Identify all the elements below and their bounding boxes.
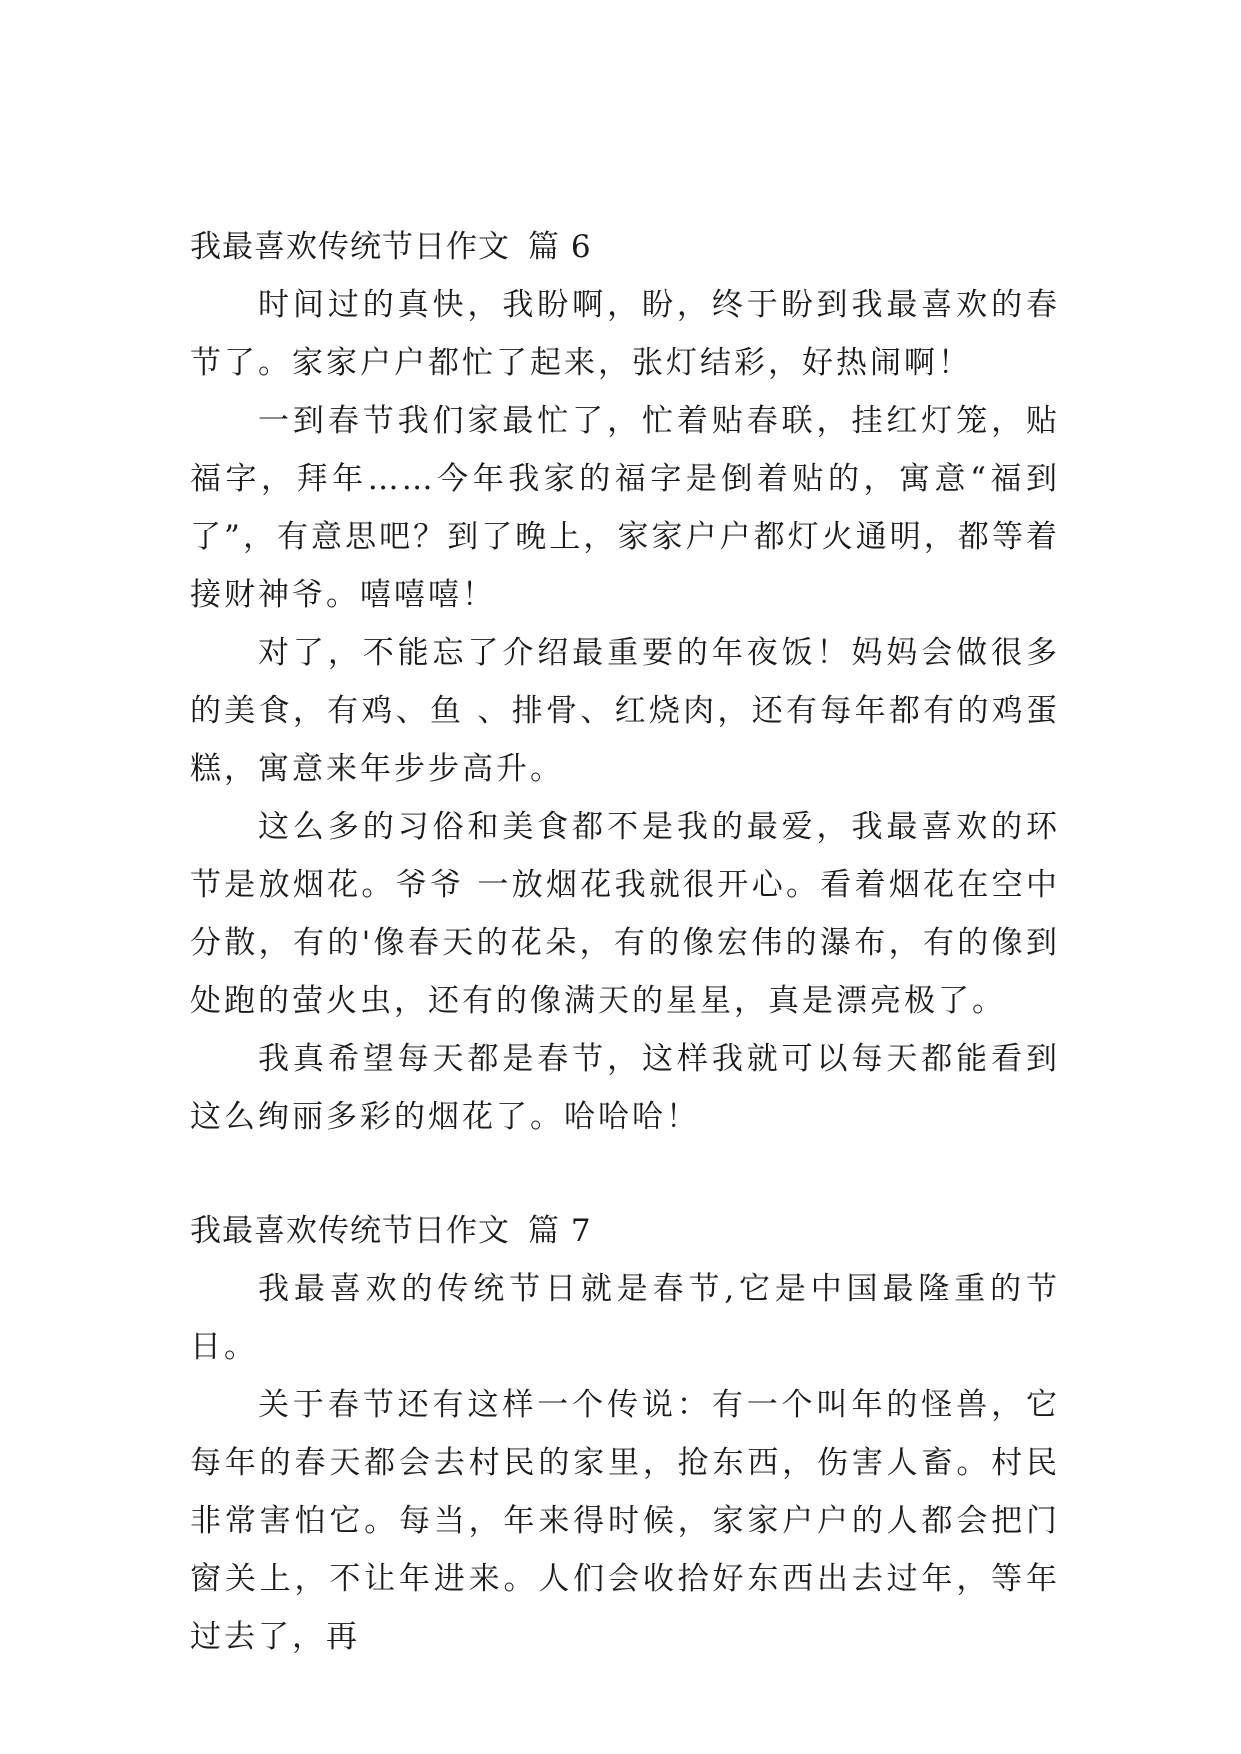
paragraph: 关于春节还有这样一个传说：有一个叫年的怪兽，它每年的春天都会去村民的家里，抢东西，伤害人畜。村民非常害怕它。每当，年来得时候，家家户户的人都会把门窗关上，不让年进来。人们会收拾好东西出去过年，等年过去了，再 xyxy=(190,1387,1060,1655)
essay-number: 篇 7 xyxy=(528,1213,592,1249)
essay-section-7 xyxy=(190,1202,1060,1666)
paragraph: 一到春节我们家最忙了，忙着贴春联，挂红灯笼，贴福字，拜年……今年我家的福字是倒着贴的，寓意“福到了”，有意思吧？到了晚上，家家户户都灯火通明，都等着接财神爷。嘻嘻嘻！ xyxy=(190,403,1060,613)
essay-heading xyxy=(190,1202,1060,1260)
paragraph: 我最喜欢的传统节日就是春节,它是中国最隆重的节日。 xyxy=(190,1271,1060,1365)
essay-title: 我最喜欢传统节日作文 xyxy=(190,229,510,265)
paragraph: 时间过的真快，我盼啊，盼，终于盼到我最喜欢的春节了。家家户户都忙了起来，张灯结彩，好热闹啊！ xyxy=(190,287,1060,381)
document-body xyxy=(190,218,1060,1666)
paragraph: 我真希望每天都是春节，这样我就可以每天都能看到这么绚丽多彩的烟花了。哈哈哈！ xyxy=(190,1041,1060,1135)
essay-heading xyxy=(190,218,1060,276)
essay-section-6 xyxy=(190,218,1060,1146)
paragraph: 这么多的习俗和美食都不是我的最爱，我最喜欢的环节是放烟花。爷爷 一放烟花我就很开心。看着烟花在空中分散，有的'像春天的花朵，有的像宏伟的瀑布，有的像到处跑的萤火虫，还有的像满天的星星，真是漂亮极了。 xyxy=(190,809,1060,1019)
paragraph: 对了，不能忘了介绍最重要的年夜饭！妈妈会做很多的美食，有鸡、鱼 、排骨、红烧肉，还有每年都有的鸡蛋糕，寓意来年步步高升。 xyxy=(190,635,1060,787)
essay-number: 篇 6 xyxy=(528,229,592,265)
essay-title: 我最喜欢传统节日作文 xyxy=(190,1213,510,1249)
